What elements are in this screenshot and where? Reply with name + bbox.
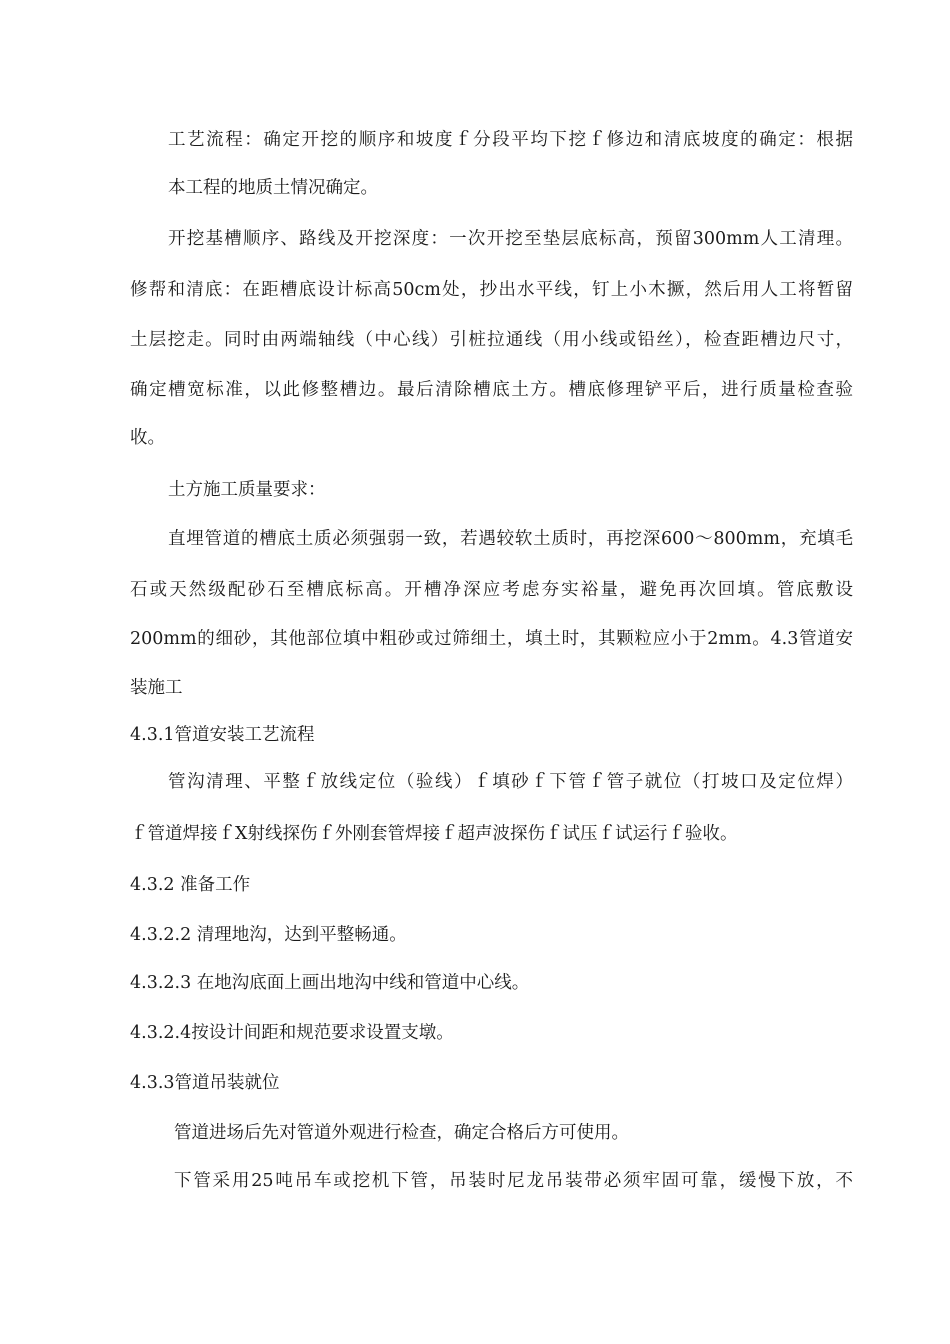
trimming-paragraph-line-4: 收。: [130, 428, 165, 448]
process-flow-line-1: 工艺流程：确定开挖的顺序和坡度ｆ分段平均下挖ｆ修边和清底坡度的确定：根据: [168, 130, 853, 150]
process-flow-line-2: 本工程的地质土情况确定。: [168, 178, 378, 198]
soil-paragraph-line-1: 直埋管道的槽底土质必须强弱一致，若遇较软土质时，再挖深600〜800mm，充填毛: [168, 529, 853, 549]
quality-requirements-heading: 土方施工质量要求：: [168, 480, 326, 500]
soil-paragraph-line-3: 200mm的细砂，其他部位填中粗砂或过筛细土，填土时，其颗粒应小于2mm。4.3管道安: [130, 629, 853, 649]
item-4-3-2-2: 4.3.2.2 清理地沟，达到平整畅通。: [130, 925, 407, 945]
lowering-paragraph-line-1: 下管采用25吨吊车或挖机下管，吊装时尼龙吊装带必须牢固可靠，缓慢下放，不: [174, 1171, 853, 1191]
excavation-order-paragraph: 开挖基槽顺序、路线及开挖深度：一次开挖至垫层底标高，预留300mm人工清理。: [168, 229, 853, 249]
inspection-paragraph: 管道进场后先对管道外观进行检查，确定合格后方可使用。: [174, 1123, 629, 1143]
installation-flow-line-2: ｆ管道焊接ｆX射线探伤ｆ外刚套管焊接ｆ超声波探伤ｆ试压ｆ试运行ｆ验收。: [130, 824, 738, 844]
trimming-paragraph-line-3: 确定槽宽标准，以此修整槽边。最后清除槽底土方。槽底修理铲平后，进行质量检查验: [130, 380, 853, 400]
item-4-3-2-4: 4.3.2.4按设计间距和规范要求设置支墩。: [130, 1023, 454, 1043]
trimming-paragraph-line-2: 土层挖走。同时由两端轴线（中心线）引桩拉通线（用小线或铅丝），检查距槽边尺寸，: [130, 330, 853, 350]
trimming-paragraph-line-1: 修帮和清底：在距槽底设计标高50cm处，抄出水平线，钉上小木撅，然后用人工将暂留: [130, 280, 853, 300]
item-4-3-2-3: 4.3.2.3 在地沟底面上画出地沟中线和管道中心线。: [130, 973, 530, 993]
section-4-3-2-heading: 4.3.2 准备工作: [130, 875, 251, 895]
soil-paragraph-line-4: 装施工: [130, 678, 183, 698]
installation-flow-line-1: 管沟清理、平整ｆ放线定位（验线）ｆ填砂ｆ下管ｆ管子就位（打坡口及定位焊）: [168, 772, 853, 792]
section-4-3-3-heading: 4.3.3管道吊装就位: [130, 1073, 280, 1093]
section-4-3-1-heading: 4.3.1管道安装工艺流程: [130, 725, 315, 745]
soil-paragraph-line-2: 石或天然级配砂石至槽底标高。开槽净深应考虑夯实裕量，避免再次回填。管底敷设: [130, 580, 853, 600]
